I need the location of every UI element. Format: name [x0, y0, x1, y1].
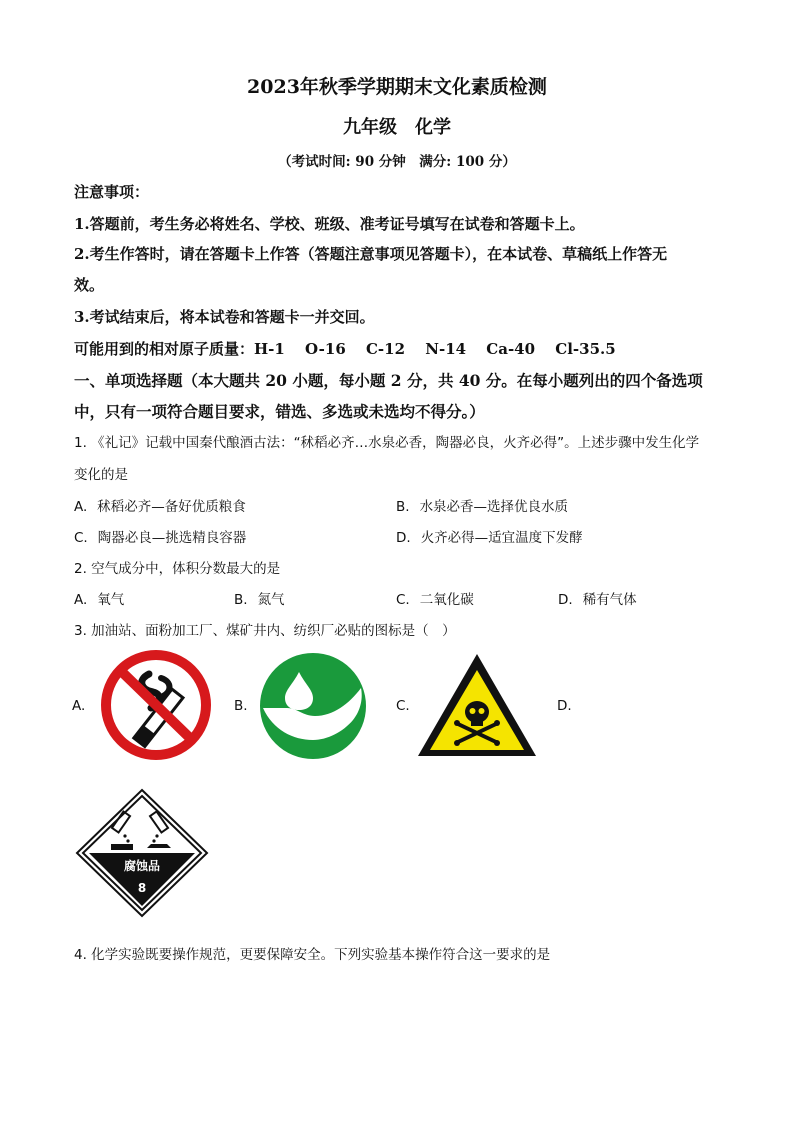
q2-option-c: C. 二氧化碳	[396, 592, 474, 608]
q4-stem: 4. 化学实验既要操作规范，更要保障安全。下列实验基本操作符合这一要求的是	[74, 947, 551, 963]
water-saving-sign-icon	[257, 652, 369, 760]
note-item-1: 1.答题前，考生务必将姓名、学校、班级、准考证号填写在试卷和答题卡上。	[74, 215, 585, 233]
q2-stem: 2. 空气成分中，体积分数最大的是	[74, 561, 281, 577]
notes-heading: 注意事项：	[74, 183, 150, 201]
toxic-warning-sign-icon	[416, 652, 538, 760]
exam-title: 2023年秋季学期期末文化素质检测	[247, 76, 547, 98]
q3-label-d: D.	[557, 698, 572, 714]
q3-label-b: B.	[234, 698, 248, 714]
q1-option-c: C. 陶器必良—挑选精良容器	[74, 530, 247, 546]
q2-option-a: A. 氧气	[74, 592, 125, 608]
q1-option-a: A. 秫稻必齐—备好优质粮食	[74, 499, 246, 515]
exam-subtitle	[0, 113, 794, 139]
q2-option-d: D. 稀有气体	[558, 592, 637, 608]
q1-stem-line-2: 变化的是	[74, 467, 128, 483]
q3-stem: 3. 加油站、面粉加工厂、煤矿井内、纺织厂必贴的图标是（ ）	[74, 623, 456, 639]
subject-label: 化学	[415, 117, 451, 138]
note-item-2-line-1: 2.考生作答时，请在答题卡上作答（答题注意事项见答题卡），在本试卷、草稿纸上作答无	[74, 245, 668, 263]
exam-info: （考试时间: 90 分钟 满分: 100 分）	[278, 154, 516, 170]
corrosive-label: 腐蚀品	[123, 859, 161, 873]
corrosive-class: 8	[137, 881, 147, 895]
grade-label: 九年级	[343, 117, 397, 138]
corrosive-hazard-sign-icon	[75, 788, 209, 918]
q2-option-b: B. 氮气	[234, 592, 285, 608]
q1-stem-line-1: 1. 《礼记》记载中国秦代酿酒古法：“秫稻必齐…水泉必香，陶器必良，火齐必得”。上述步骤中发生化学	[74, 435, 700, 451]
note-item-2-line-2: 效。	[74, 276, 105, 294]
q3-label-a: A.	[72, 698, 86, 714]
no-smoking-sign-icon	[97, 648, 215, 762]
section-1-line-2: 中，只有一项符合题目要求，错选、多选或未选均不得分。）	[74, 402, 485, 421]
note-item-3: 3.考试结束后，将本试卷和答题卡一并交回。	[74, 308, 375, 326]
section-1-line-1: 一、单项选择题（本大题共 20 小题，每小题 2 分，共 40 分。在每小题列出的四个备选项	[74, 371, 703, 390]
q1-option-d: D. 火齐必得—适宜温度下发酵	[396, 530, 583, 546]
atomic-masses: 可能用到的相对原子质量：H-1 O-16 C-12 N-14 Ca-40 Cl-35.5	[74, 340, 616, 358]
q3-label-c: C.	[396, 698, 410, 714]
q1-option-b: B. 水泉必香—选择优良水质	[396, 499, 569, 515]
